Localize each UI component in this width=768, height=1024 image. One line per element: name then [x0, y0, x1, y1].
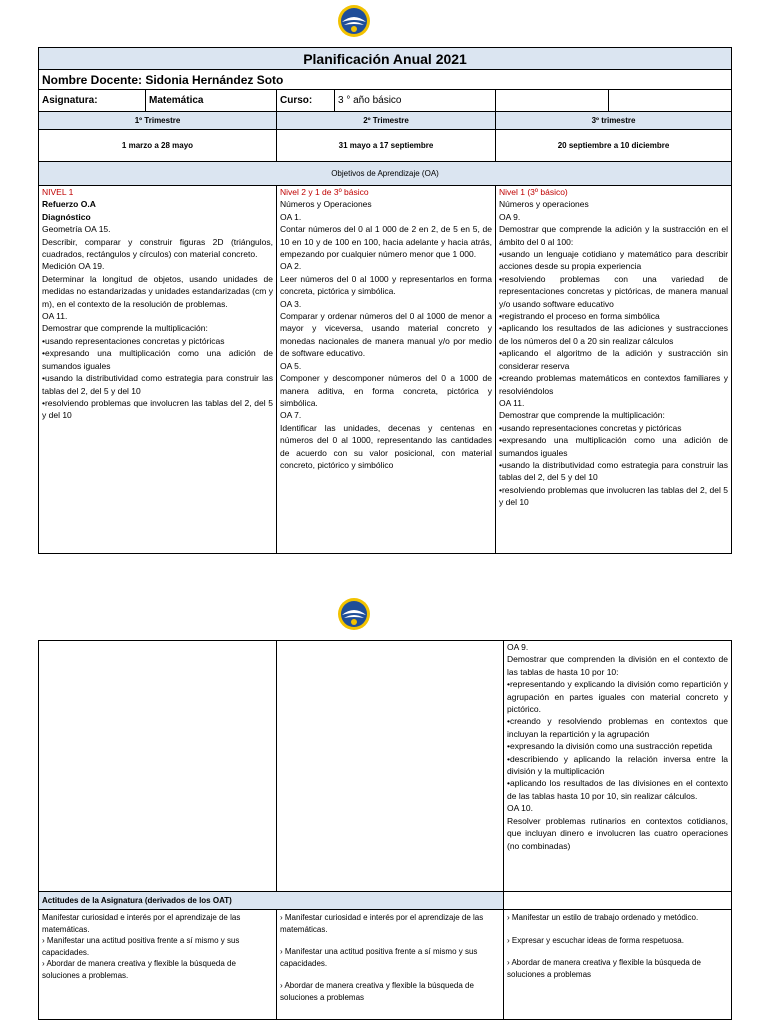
col3-line: •resolviendo problemas que involucren las tablas del 2, del 5 y del 10: [499, 484, 729, 508]
col1-line: Describir, comparar y construir figuras 2D (triángulos, cuadrados, rectángulos y círculos) con material concreto.: [42, 236, 273, 260]
col1-line: Geometría OA 15.: [42, 224, 111, 235]
col2-line: Identificar las unidades, decenas y centenas en números del 0 al 1000, representando las cantidades de acuerdo con su valor posicional, con material concreto, pictórico y simbólico: [280, 422, 492, 470]
col3-line: •aplicando los resultados de las adiciones y sustracciones de los números del 0 a 20 sin realizar cálculos: [499, 323, 729, 346]
col1-line: Medición OA 19.: [42, 261, 105, 272]
col3-line: •aplicando el algoritmo de la adición y sustracción sin considerar reserva: [499, 348, 729, 371]
course-label: Curso:: [277, 90, 335, 112]
col3-line: OA 11.: [499, 397, 525, 408]
attitudes-header: Actitudes de la Asignatura (derivados de los OAT): [39, 892, 504, 910]
empty-cell: [496, 90, 609, 112]
school-logo: [337, 4, 371, 38]
attitude-item: › Abordar de manera creativa y flexible la búsqueda de soluciones a problemas.: [42, 959, 236, 980]
page2-col3-line: •creando y resolviendo problemas en contextos que incluyan la repartición y la agrupación: [507, 716, 728, 739]
col1-bold-line: Refuerzo O.A: [42, 199, 96, 210]
col1-line: Demostrar que comprende la multiplicación:: [42, 323, 208, 334]
trimester-2-label: 2º Trimestre: [277, 112, 496, 130]
col1-line: •usando la distributividad como estrategia para construir las tablas del 2, del 5 y del 10: [42, 373, 273, 396]
col3-line: •registrando el proceso en forma simbólica: [499, 311, 660, 322]
col3-line: •creando problemas matemáticos en contextos familiares y resolviéndolos: [499, 373, 729, 396]
col3-content: [496, 186, 732, 554]
col2-line: OA 1.: [280, 211, 302, 222]
trimester-3-dates: 20 septiembre a 10 diciembre: [496, 130, 732, 162]
attitudes-col2: [277, 910, 504, 1020]
attitudes-col1: [39, 910, 277, 1020]
attitude-item: › Manifestar curiosidad e interés por el aprendizaje de las matemáticas.: [280, 913, 484, 934]
attitude-item: › Abordar de manera creativa y flexible la búsqueda de soluciones a problemas: [507, 958, 701, 979]
col2-line: OA 2.: [280, 261, 302, 272]
col1-level: NIVEL 1: [42, 187, 74, 197]
trimester-2-dates: 31 mayo a 17 septiembre: [277, 130, 496, 162]
col1-line: •usando representaciones concretas y pictóricas: [42, 335, 225, 346]
page2-col3-line: OA 10.: [507, 803, 533, 814]
col2-line: Números y Operaciones: [280, 199, 372, 210]
subject-value: Matemática: [146, 90, 277, 112]
annual-plan-table-continued: [38, 640, 732, 1020]
col3-line: •usando representaciones concretas y pictóricas: [499, 422, 682, 433]
col3-line: Números y operaciones: [499, 199, 589, 210]
trimester-1-label: 1º Trimestre: [39, 112, 277, 130]
empty-cell: [609, 90, 732, 112]
col3-line: •usando un lenguaje cotidiano y matemático para describir acciones desde su propia experiencia: [499, 249, 729, 272]
page2-col3-line: Demostrar que comprenden la división en el contexto de las tablas de hasta 10 por 10:: [507, 654, 728, 677]
attitude-item: › Manifestar una actitud positiva frente a sí mismo y sus capacidades.: [42, 936, 240, 957]
attitude-item: › Manifestar un estilo de trabajo ordenado y metódico.: [507, 913, 699, 922]
subject-label: Asignatura:: [39, 90, 146, 112]
page2-col3-content: [504, 641, 732, 892]
oa-header: Objetivos de Aprendizaje (OA): [39, 162, 732, 186]
col2-line: OA 7.: [280, 410, 302, 421]
col3-line: •expresando una multiplicación como una adición de sumandos iguales: [499, 435, 729, 458]
teacher-name: Nombre Docente: Sidonia Hernández Soto: [39, 70, 732, 90]
page2-col3-line: •representando y explicando la división como repartición y agrupación en partes iguales con material concreto y pictórico.: [507, 679, 728, 715]
attitude-item: › Manifestar una actitud positiva frente a sí mismo y sus capacidades.: [280, 947, 478, 968]
col3-line: Demostrar que comprende la multiplicación:: [499, 410, 665, 421]
col1-bold-line: Diagnóstico: [42, 211, 91, 222]
page-title: Planificación Anual 2021: [39, 48, 732, 70]
page2-col3-line: •aplicando los resultados de las divisiones en el contexto de las tablas hasta 10 por 10, sin realizar cálculos.: [507, 778, 728, 801]
attitude-item: › Abordar de manera creativa y flexible la búsqueda de soluciones a problemas: [280, 981, 474, 1002]
col2-line: Componer y descomponer números del 0 a 1000 de manera aditiva, en forma concreta, pictórica y simbólica.: [280, 373, 492, 408]
col2-line: Comparar y ordenar números del 0 al 1000 de menor a mayor y viceversa, usando material concreto y monedas nacionales de manera manual y/o por medio de software educativo.: [280, 311, 492, 359]
col1-line: Determinar la longitud de objetos, usando unidades de medidas no estandarizadas y unidades estandarizadas (cm y m), en el contexto de la resolución de problemas.: [42, 273, 273, 309]
col3-line: •resolviendo problemas con una variedad de representaciones concretas y pictóricas, de manera manual y/o usando software educativo: [499, 273, 729, 309]
col2-level: Nivel 2 y 1 de 3º básico: [280, 187, 369, 197]
col1-line: •expresando una multiplicación como una adición de sumandos iguales: [42, 348, 273, 371]
school-logo: [337, 597, 371, 631]
col3-line: Demostrar que comprende la adición y la sustracción en el ámbito del 0 al 100:: [499, 224, 729, 247]
page2-col3-line: •expresando la división como una sustracción repetida: [507, 741, 713, 752]
trimester-1-dates: 1 marzo a 28 mayo: [39, 130, 277, 162]
col2-content: [277, 186, 496, 554]
col1-line: OA 11.: [42, 311, 68, 322]
col2-line: Leer números del 0 al 1000 y representarlos en forma concreta, pictórica y simbólica.: [280, 273, 492, 297]
col2-line: OA 3.: [280, 298, 302, 309]
attitude-item: › Expresar y escuchar ideas de forma respetuosa.: [507, 935, 684, 945]
empty-cell: [39, 641, 277, 892]
course-value: 3 ° año básico: [335, 90, 496, 112]
col3-line: •usando la distributividad como estrategia para construir las tablas del 2, del 5 y del 10: [499, 459, 729, 483]
col1-line: •resolviendo problemas que involucren las tablas del 2, del 5 y del 10: [42, 397, 273, 421]
col3-level: Nivel 1 (3º básico): [499, 187, 568, 197]
col2-line: Contar números del 0 al 1 000 de 2 en 2, de 5 en 5, de 10 en 10 y de 100 en 100, hacia adelante y hacia atrás, empezando por cualquier número menor que 1 000.: [280, 224, 492, 260]
empty-cell: [504, 892, 732, 910]
attitude-item: Manifestar curiosidad e interés por el aprendizaje de las matemáticas.: [42, 913, 241, 934]
page2-col3-line: Resolver problemas rutinarios en contextos cotidianos, que incluyan dinero e involucren las cuatro operaciones (no combinadas): [507, 815, 728, 851]
annual-plan-table: [38, 47, 732, 554]
page2-col3-line: •describiendo y aplicando la relación inversa entre la división y la multiplicación: [507, 753, 728, 777]
trimester-3-label: 3º trimestre: [496, 112, 732, 130]
col1-content: [39, 186, 277, 554]
page2-col3-line: OA 9.: [507, 642, 529, 652]
empty-cell: [277, 641, 504, 892]
attitudes-col3: [504, 910, 732, 1020]
col3-line: OA 9.: [499, 211, 521, 222]
col2-line: OA 5.: [280, 360, 302, 371]
